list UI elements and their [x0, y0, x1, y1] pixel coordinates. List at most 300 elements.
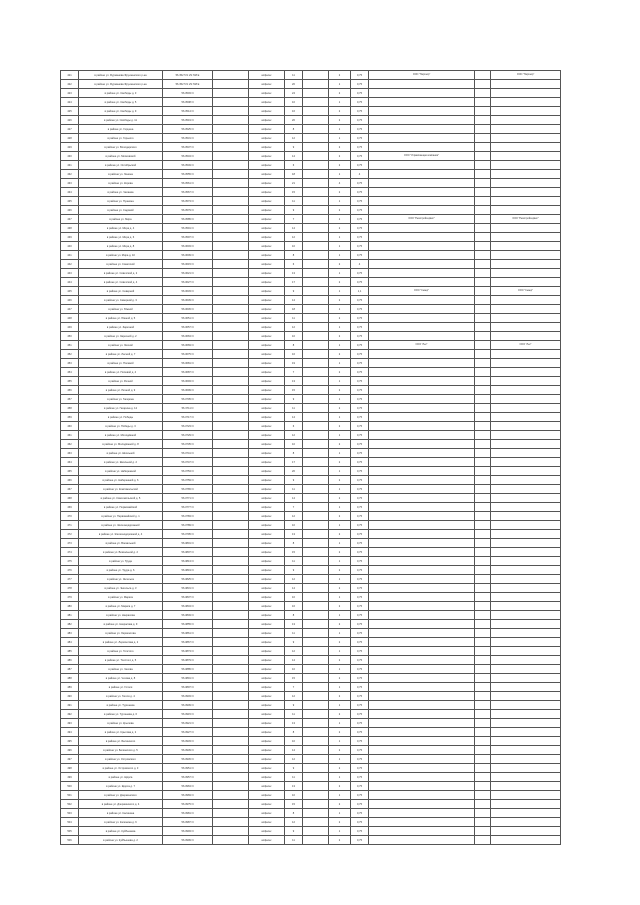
- blank-cell-b: [303, 827, 329, 836]
- blank-cell-b: [303, 674, 329, 683]
- owner-cell: [491, 530, 561, 539]
- blank-cell-c: [475, 98, 491, 107]
- coords-cell: 56.3807 N: [163, 548, 213, 557]
- volume-cell: 0,75: [351, 638, 369, 647]
- volume-cell: 0,75: [351, 620, 369, 629]
- surface-cell: асфальт: [249, 665, 285, 674]
- blank-cell-c: [475, 557, 491, 566]
- blank-cell-c: [475, 143, 491, 152]
- surface-cell: асфальт: [249, 728, 285, 737]
- surface-cell: асфальт: [249, 80, 285, 89]
- count-cell: 1: [329, 467, 351, 476]
- blank-cell-c: [475, 494, 491, 503]
- coords-cell: 56.3891 N: [163, 674, 213, 683]
- area-cell: 10: [285, 593, 303, 602]
- coords-cell: 56.3825 N: [163, 575, 213, 584]
- coords-cell: 56.3723 N: [163, 422, 213, 431]
- blank-cell-b: [303, 773, 329, 782]
- volume-cell: 0,75: [351, 404, 369, 413]
- table-row: [61, 701, 561, 710]
- area-cell: 10: [285, 332, 303, 341]
- table-row: [61, 125, 561, 134]
- coords-cell: 56.3963 N: [163, 782, 213, 791]
- blank-cell-c: [475, 188, 491, 197]
- owner-cell: [491, 710, 561, 719]
- table-row: [61, 521, 561, 530]
- row-number: 497: [61, 755, 79, 764]
- owner-cell: [491, 800, 561, 809]
- surface-cell: асфальт: [249, 530, 285, 539]
- blank-cell-b: [303, 503, 329, 512]
- area-cell: 19: [285, 359, 303, 368]
- blank-cell: [213, 656, 249, 665]
- blank-cell-b: [303, 638, 329, 647]
- blank-cell: [213, 809, 249, 818]
- organization-cell: [369, 665, 475, 674]
- address-cell: в районе ул. Толстого д. 5: [79, 656, 163, 665]
- coords-cell: 56.3921 N: [163, 719, 213, 728]
- row-number: 424: [61, 98, 79, 107]
- owner-cell: [491, 242, 561, 251]
- count-cell: 2: [329, 656, 351, 665]
- table-row: [61, 530, 561, 539]
- blank-cell-b: [303, 143, 329, 152]
- owner-cell: [491, 233, 561, 242]
- blank-cell: [213, 836, 249, 845]
- address-cell: в районе ул. Набережной д. 6: [79, 476, 163, 485]
- count-cell: 1: [329, 773, 351, 782]
- area-cell: 8: [285, 341, 303, 350]
- coords-cell: 56.3801 N: [163, 539, 213, 548]
- coords-cell: 56.3969 N: [163, 791, 213, 800]
- row-number: 501: [61, 791, 79, 800]
- owner-cell: [491, 503, 561, 512]
- coords-cell: 56.3873 N: [163, 647, 213, 656]
- blank-cell: [213, 314, 249, 323]
- row-number: 477: [61, 575, 79, 584]
- address-cell: в районе ул. Северной: [79, 287, 163, 296]
- blank-cell: [213, 746, 249, 755]
- blank-cell: [213, 332, 249, 341]
- surface-cell: асфальт: [249, 431, 285, 440]
- organization-cell: [369, 143, 475, 152]
- table-row: [61, 818, 561, 827]
- owner-cell: [491, 836, 561, 845]
- address-cell: в районе ул. Тургенева д. 6: [79, 710, 163, 719]
- surface-cell: асфальт: [249, 710, 285, 719]
- organization-cell: [369, 755, 475, 764]
- coords-cell: 56.3687 N: [163, 368, 213, 377]
- address-cell: в районе ул. Островского: [79, 755, 163, 764]
- organization-cell: [369, 485, 475, 494]
- volume-cell: 0,75: [351, 215, 369, 224]
- count-cell: 1: [329, 647, 351, 656]
- organization-cell: [369, 422, 475, 431]
- row-number: 488: [61, 674, 79, 683]
- owner-cell: [491, 395, 561, 404]
- area-cell: 8: [285, 251, 303, 260]
- owner-cell: [491, 638, 561, 647]
- coords-cell: 56.3759 N: [163, 476, 213, 485]
- table-row: [61, 116, 561, 125]
- coords-cell: 56.3831 N: [163, 584, 213, 593]
- surface-cell: асфальт: [249, 386, 285, 395]
- surface-cell: асфальт: [249, 539, 285, 548]
- owner-cell: [491, 413, 561, 422]
- owner-cell: [491, 764, 561, 773]
- row-number: 475: [61, 557, 79, 566]
- address-cell: в районе ул. Первомайской д. 1: [79, 512, 163, 521]
- coords-cell: 56.3951 N: [163, 764, 213, 773]
- surface-cell: асфальт: [249, 449, 285, 458]
- address-cell: в районе ул. Куйбышева д. 2: [79, 836, 163, 845]
- row-number: 491: [61, 701, 79, 710]
- document-sheet: [60, 70, 560, 845]
- organization-cell: [369, 404, 475, 413]
- coords-cell: 56.3783 N: [163, 512, 213, 521]
- row-number: 474: [61, 548, 79, 557]
- organization-cell: [369, 728, 475, 737]
- owner-cell: [491, 116, 561, 125]
- area-cell: 12: [285, 818, 303, 827]
- address-cell: в районе ул. Лесной: [79, 341, 163, 350]
- surface-cell: асфальт: [249, 413, 285, 422]
- count-cell: 4: [329, 179, 351, 188]
- organization-cell: [369, 476, 475, 485]
- surface-cell: асфальт: [249, 485, 285, 494]
- owner-cell: [491, 359, 561, 368]
- organization-cell: [369, 350, 475, 359]
- area-cell: 14: [285, 413, 303, 422]
- address-cell: в районе ул. Южной: [79, 305, 163, 314]
- surface-cell: асфальт: [249, 188, 285, 197]
- count-cell: 2: [329, 494, 351, 503]
- owner-cell: [491, 458, 561, 467]
- coords-cell: 56.3503 N: [163, 89, 213, 98]
- row-number: 482: [61, 620, 79, 629]
- organization-cell: [369, 656, 475, 665]
- owner-cell: [491, 773, 561, 782]
- row-number: 495: [61, 737, 79, 746]
- count-cell: 2: [329, 404, 351, 413]
- owner-cell: [491, 701, 561, 710]
- area-cell: 13: [285, 530, 303, 539]
- area-cell: 21: [285, 179, 303, 188]
- blank-cell: [213, 458, 249, 467]
- coords-cell: 56.3597 N: [163, 233, 213, 242]
- blank-cell-b: [303, 539, 329, 548]
- organization-cell: [369, 98, 475, 107]
- blank-cell-c: [475, 296, 491, 305]
- address-cell: в районе ул. Маркса: [79, 593, 163, 602]
- blank-cell-c: [475, 431, 491, 440]
- blank-cell: [213, 107, 249, 116]
- area-cell: 12: [285, 512, 303, 521]
- blank-cell: [213, 584, 249, 593]
- organization-cell: [369, 575, 475, 584]
- blank-cell-b: [303, 629, 329, 638]
- volume-cell: 0,75: [351, 575, 369, 584]
- blank-cell-b: [303, 161, 329, 170]
- address-cell: в районе ул. Школьной: [79, 449, 163, 458]
- owner-cell: [491, 314, 561, 323]
- coords-cell: 56.3765 N: [163, 485, 213, 494]
- count-cell: 2: [329, 800, 351, 809]
- area-cell: 10: [285, 440, 303, 449]
- surface-cell: асфальт: [249, 773, 285, 782]
- organization-cell: [369, 323, 475, 332]
- row-number: 437: [61, 215, 79, 224]
- blank-cell-b: [303, 80, 329, 89]
- surface-cell: асфальт: [249, 620, 285, 629]
- area-cell: 13: [285, 719, 303, 728]
- count-cell: 1: [329, 755, 351, 764]
- blank-cell-b: [303, 377, 329, 386]
- blank-cell-c: [475, 422, 491, 431]
- owner-cell: [491, 269, 561, 278]
- organization-cell: [369, 683, 475, 692]
- count-cell: 1: [329, 269, 351, 278]
- surface-cell: асфальт: [249, 287, 285, 296]
- coords-cell: 56.3555 N: [163, 170, 213, 179]
- surface-cell: асфальт: [249, 548, 285, 557]
- volume-cell: 0,75: [351, 719, 369, 728]
- surface-cell: асфальт: [249, 251, 285, 260]
- row-number: 502: [61, 800, 79, 809]
- owner-cell: [491, 350, 561, 359]
- organization-cell: [369, 368, 475, 377]
- owner-cell: [491, 620, 561, 629]
- owner-cell: [491, 656, 561, 665]
- organization-cell: [369, 314, 475, 323]
- volume-cell: 0,75: [351, 71, 369, 80]
- owner-cell: [491, 161, 561, 170]
- row-number: 447: [61, 305, 79, 314]
- count-cell: 2: [329, 116, 351, 125]
- blank-cell-b: [303, 116, 329, 125]
- row-number: 440: [61, 242, 79, 251]
- volume-cell: 0,75: [351, 602, 369, 611]
- blank-cell: [213, 620, 249, 629]
- organization-cell: [369, 395, 475, 404]
- blank-cell: [213, 359, 249, 368]
- count-cell: 2: [329, 692, 351, 701]
- owner-cell: [491, 755, 561, 764]
- blank-cell: [213, 494, 249, 503]
- coords-cell: 56.3651 N: [163, 314, 213, 323]
- blank-cell: [213, 152, 249, 161]
- blank-cell-b: [303, 242, 329, 251]
- blank-cell-b: [303, 476, 329, 485]
- table-row: [61, 215, 561, 224]
- coords-cell: 56.3747 N: [163, 458, 213, 467]
- coords-cell: 56.3879 N: [163, 656, 213, 665]
- count-cell: 1: [329, 593, 351, 602]
- address-cell: в районе ул. Садовой: [79, 206, 163, 215]
- row-number: 432: [61, 170, 79, 179]
- table-row: [61, 296, 561, 305]
- blank-cell-c: [475, 503, 491, 512]
- owner-cell: [491, 197, 561, 206]
- address-cell: в районе ул. Чехова: [79, 665, 163, 674]
- surface-cell: асфальт: [249, 494, 285, 503]
- surface-cell: асфальт: [249, 134, 285, 143]
- blank-cell-c: [475, 278, 491, 287]
- volume-cell: 0,75: [351, 512, 369, 521]
- surface-cell: асфальт: [249, 602, 285, 611]
- blank-cell-c: [475, 368, 491, 377]
- blank-cell-b: [303, 440, 329, 449]
- blank-cell-b: [303, 350, 329, 359]
- blank-cell: [213, 611, 249, 620]
- blank-cell-c: [475, 530, 491, 539]
- address-cell: в районе ул. Молодёжной д. 8: [79, 440, 163, 449]
- organization-cell: [369, 593, 475, 602]
- blank-cell-c: [475, 377, 491, 386]
- count-cell: 1: [329, 170, 351, 179]
- blank-cell: [213, 683, 249, 692]
- owner-cell: [491, 260, 561, 269]
- volume-cell: 0,75: [351, 116, 369, 125]
- owner-cell: [491, 251, 561, 260]
- surface-cell: асфальт: [249, 71, 285, 80]
- count-cell: 1: [329, 575, 351, 584]
- area-cell: 8: [285, 125, 303, 134]
- organization-cell: [369, 431, 475, 440]
- coords-cell: 56.3591 N: [163, 224, 213, 233]
- row-number: 430: [61, 152, 79, 161]
- count-cell: 1: [329, 539, 351, 548]
- table-row: [61, 260, 561, 269]
- blank-cell-b: [303, 395, 329, 404]
- blank-cell-c: [475, 566, 491, 575]
- blank-cell-c: [475, 539, 491, 548]
- blank-cell: [213, 512, 249, 521]
- owner-cell: [491, 539, 561, 548]
- coords-cell: 56.3753 N: [163, 467, 213, 476]
- count-cell: 2: [329, 584, 351, 593]
- table-row: [61, 71, 561, 80]
- address-cell: в районе ул. Северной д. 3: [79, 296, 163, 305]
- blank-cell: [213, 773, 249, 782]
- area-cell: 16: [285, 107, 303, 116]
- owner-cell: [491, 584, 561, 593]
- area-cell: 7: [285, 368, 303, 377]
- organization-cell: [369, 413, 475, 422]
- blank-cell-c: [475, 548, 491, 557]
- area-cell: 10: [285, 98, 303, 107]
- table-row: [61, 674, 561, 683]
- blank-cell: [213, 305, 249, 314]
- blank-cell-c: [475, 629, 491, 638]
- row-number: 450: [61, 332, 79, 341]
- row-number: 490: [61, 692, 79, 701]
- surface-cell: асфальт: [249, 422, 285, 431]
- owner-cell: [491, 575, 561, 584]
- table-row: [61, 80, 561, 89]
- blank-cell-c: [475, 602, 491, 611]
- area-cell: 15: [285, 674, 303, 683]
- volume-cell: 0,75: [351, 107, 369, 116]
- area-cell: 9: [285, 476, 303, 485]
- count-cell: 2: [329, 188, 351, 197]
- area-cell: 14: [285, 656, 303, 665]
- count-cell: 1: [329, 341, 351, 350]
- address-cell: в районе ул. Заречной: [79, 323, 163, 332]
- blank-cell-c: [475, 332, 491, 341]
- blank-cell-b: [303, 782, 329, 791]
- blank-cell: [213, 386, 249, 395]
- owner-cell: [491, 782, 561, 791]
- coords-cell: 56.3855 N: [163, 620, 213, 629]
- blank-cell-b: [303, 746, 329, 755]
- blank-cell-c: [475, 575, 491, 584]
- table-row: [61, 566, 561, 575]
- row-number: 467: [61, 485, 79, 494]
- row-number: 481: [61, 611, 79, 620]
- address-cell: в районе ул. Кирова: [79, 179, 163, 188]
- surface-cell: асфальт: [249, 584, 285, 593]
- count-cell: 2: [329, 206, 351, 215]
- owner-cell: [491, 827, 561, 836]
- organization-cell: [369, 557, 475, 566]
- row-number: 448: [61, 314, 79, 323]
- address-cell: в районе ул. Мира д. 10: [79, 251, 163, 260]
- owner-cell: [491, 818, 561, 827]
- organization-cell: ООО "Север": [369, 287, 475, 296]
- count-cell: 2: [329, 332, 351, 341]
- surface-cell: асфальт: [249, 656, 285, 665]
- address-cell: в районе ул. Свободы д. 9: [79, 107, 163, 116]
- area-cell: 10: [285, 665, 303, 674]
- address-cell: в районе ул. Полевой д. 4: [79, 368, 163, 377]
- blank-cell-c: [475, 161, 491, 170]
- blank-cell: [213, 323, 249, 332]
- blank-cell-b: [303, 422, 329, 431]
- area-cell: 11: [285, 485, 303, 494]
- address-cell: в районе ул. Калинина: [79, 809, 163, 818]
- coords-cell: 56.3657 N: [163, 323, 213, 332]
- blank-cell: [213, 116, 249, 125]
- coords-cell: 56.3867 N: [163, 638, 213, 647]
- coords-cell: 56.3717 N: [163, 413, 213, 422]
- volume-cell: 0,75: [351, 251, 369, 260]
- blank-cell: [213, 755, 249, 764]
- surface-cell: асфальт: [249, 278, 285, 287]
- volume-cell: 0,75: [351, 656, 369, 665]
- address-cell: в районе ул. Фурманова Фрунзенского р-на: [79, 71, 163, 80]
- coords-cell: 56.3741 N: [163, 449, 213, 458]
- surface-cell: асфальт: [249, 161, 285, 170]
- table-row: [61, 350, 561, 359]
- address-cell: в районе ул. Володарского: [79, 143, 163, 152]
- surface-cell: асфальт: [249, 764, 285, 773]
- blank-cell-b: [303, 512, 329, 521]
- row-number: 469: [61, 503, 79, 512]
- owner-cell: [491, 134, 561, 143]
- volume-cell: 0,75: [351, 98, 369, 107]
- organization-cell: [369, 638, 475, 647]
- area-cell: 11: [285, 404, 303, 413]
- coords-cell: 56.3981 N: [163, 809, 213, 818]
- surface-cell: асфальт: [249, 503, 285, 512]
- blank-cell-b: [303, 602, 329, 611]
- coords-cell: 56.3603 N: [163, 242, 213, 251]
- address-cell: в районе ул. Ленина: [79, 170, 163, 179]
- surface-cell: асфальт: [249, 404, 285, 413]
- blank-cell-b: [303, 557, 329, 566]
- address-cell: в районе ул. Тургенева: [79, 701, 163, 710]
